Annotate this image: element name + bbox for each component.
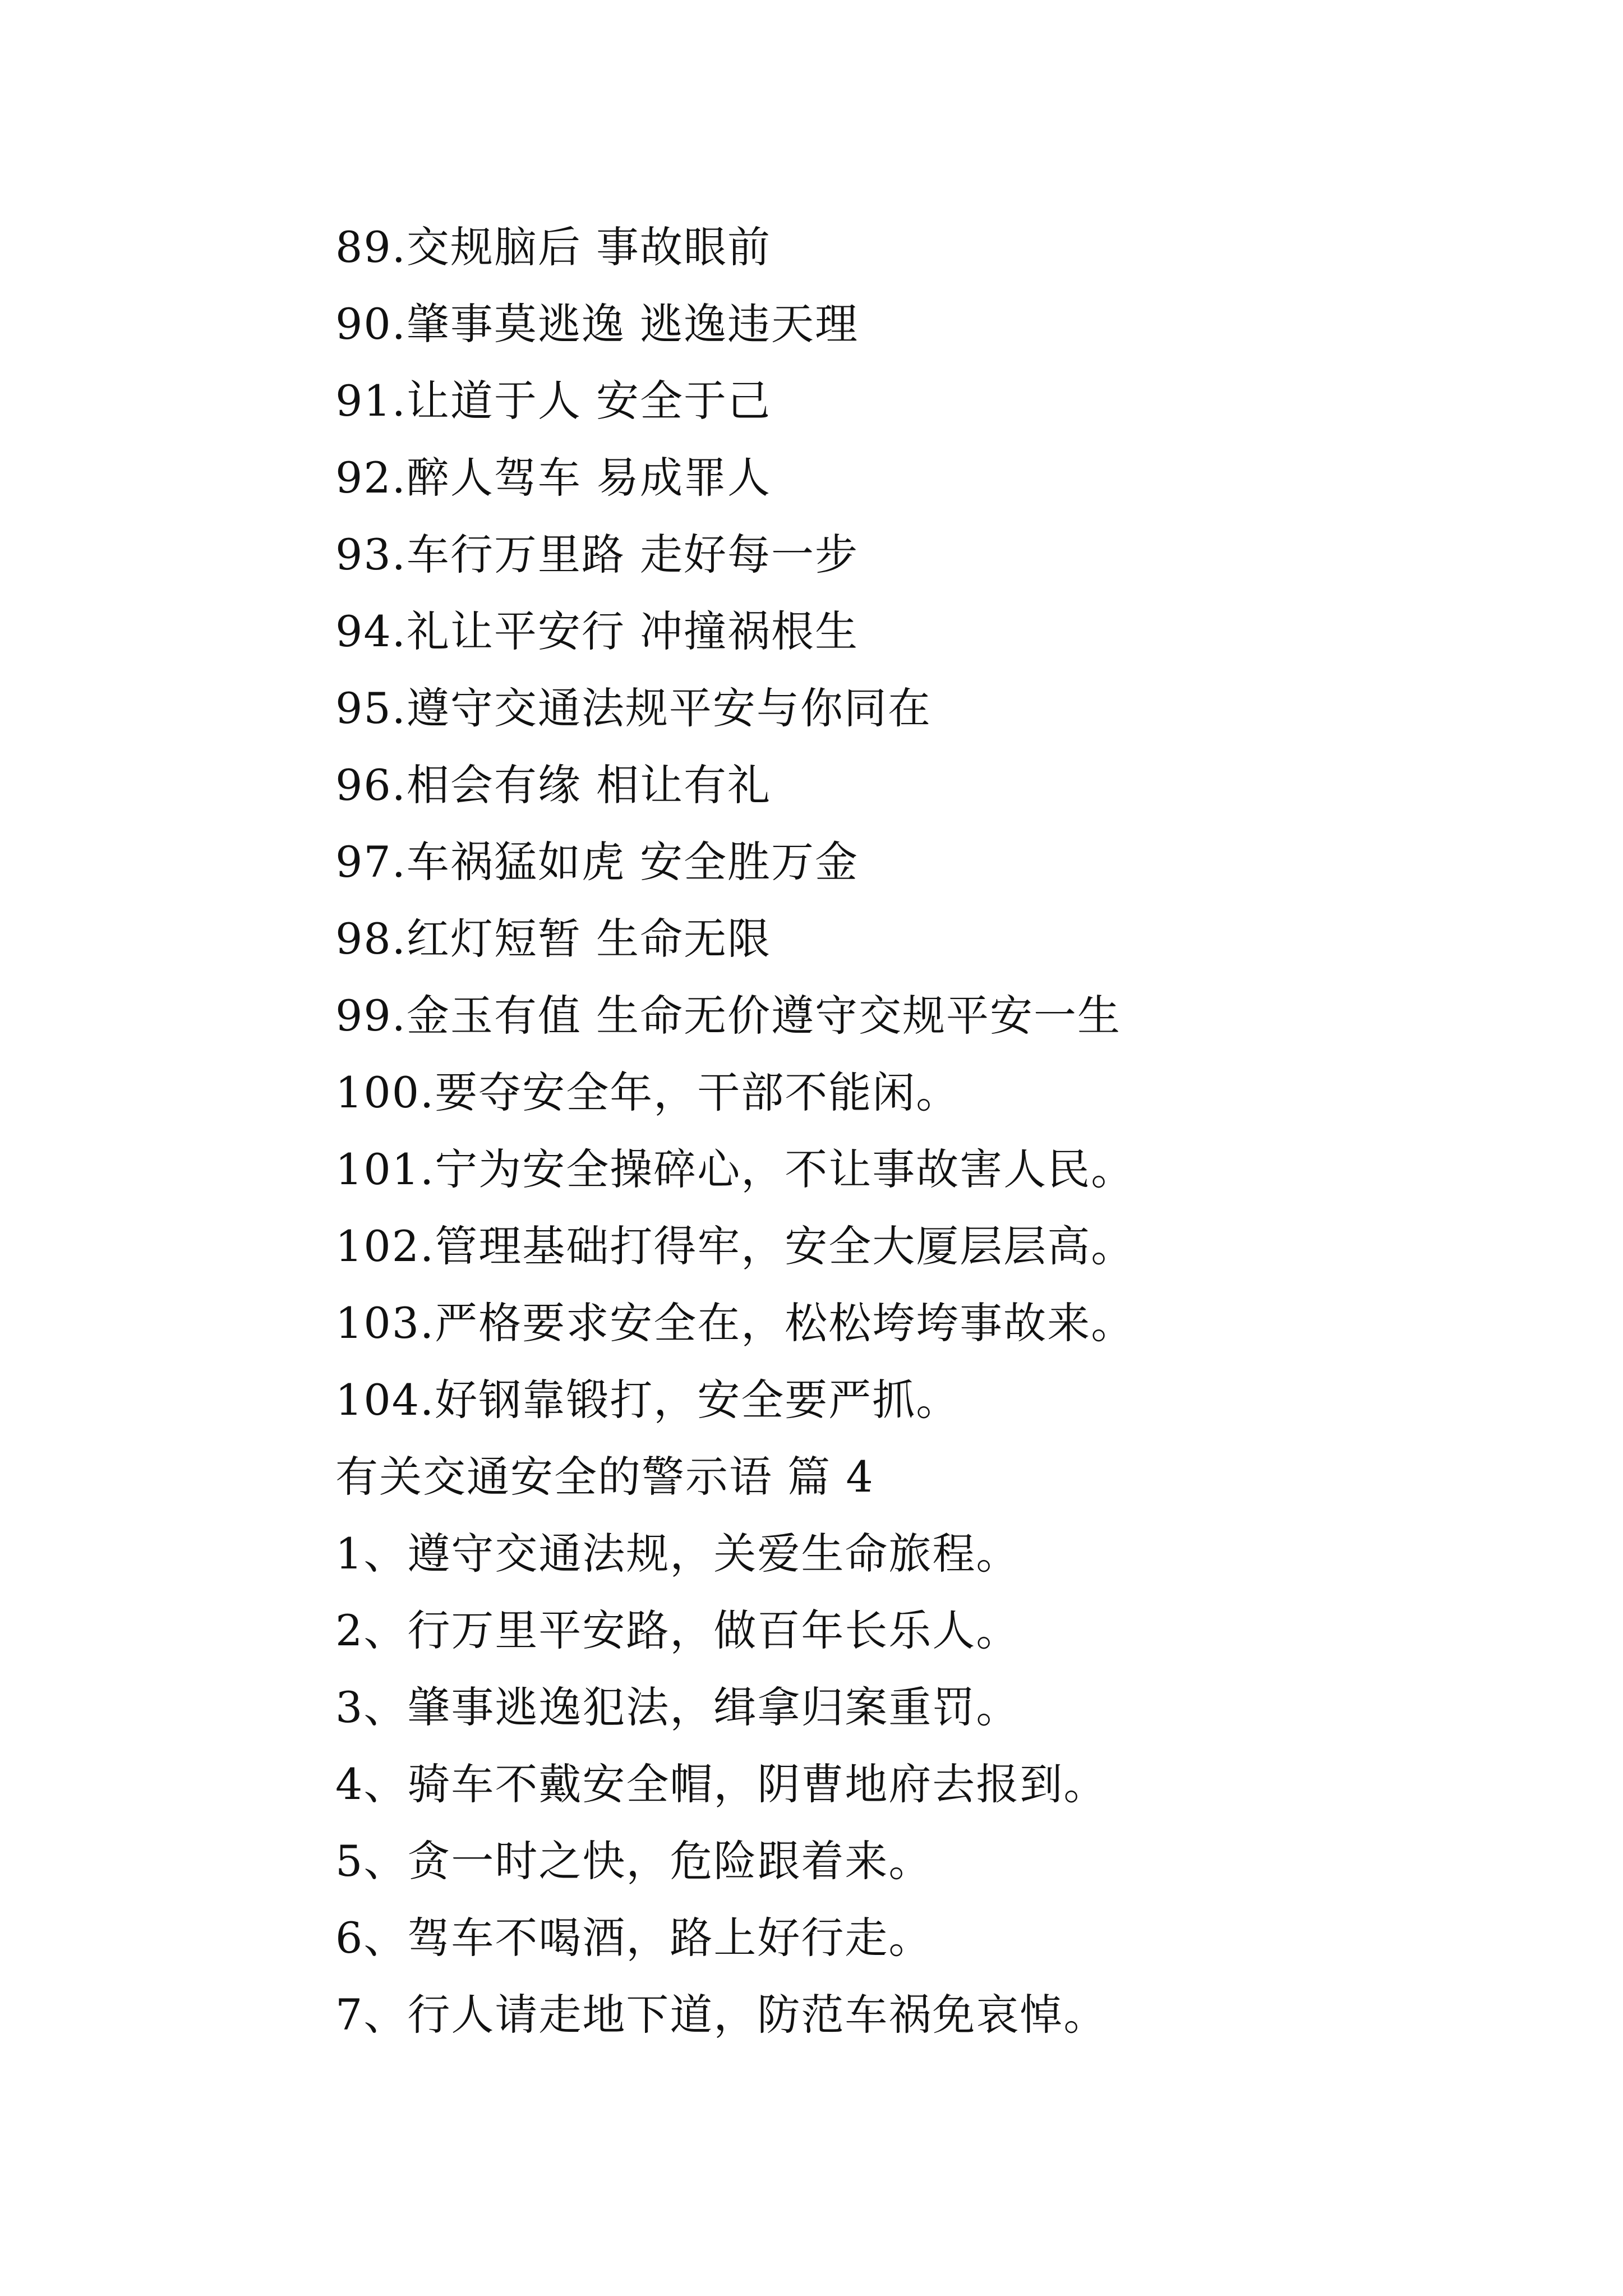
line-97: 97.车祸猛如虎 安全胜万金 — [335, 837, 859, 887]
line-103: 103.严格要求安全在，松松垮垮事故来。 — [335, 1298, 1135, 1348]
list-item-5: 5、贪一时之快，危险跟着来。 — [335, 1836, 933, 1886]
text-lines — [335, 209, 1135, 2053]
line-104: 104.好钢靠锻打，安全要严抓。 — [335, 1375, 960, 1425]
line-101: 101.宁为安全操碎心，不让事故害人民。 — [335, 1144, 1135, 1194]
line-92: 92.醉人驾车 易成罪人 — [335, 453, 772, 503]
list-item-6: 6、驾车不喝酒，路上好行走。 — [335, 1913, 933, 1963]
list-item-7: 7、行人请走地下道，防范车祸免哀悼。 — [335, 1990, 1108, 2040]
line-95: 95.遵守交通法规平安与你同在 — [335, 683, 932, 733]
line-91: 91.让道于人 安全于己 — [335, 376, 772, 426]
line-89: 89.交规脑后 事故眼前 — [335, 222, 772, 272]
line-98: 98.红灯短暂 生命无限 — [335, 914, 772, 964]
line-94: 94.礼让平安行 冲撞祸根生 — [335, 606, 859, 656]
line-102: 102.管理基础打得牢，安全大厦层层高。 — [335, 1221, 1135, 1271]
list-item-3: 3、肇事逃逸犯法，缉拿归案重罚。 — [335, 1682, 1020, 1732]
list-item-4: 4、骑车不戴安全帽，阴曹地府去报到。 — [335, 1759, 1108, 1809]
line-100: 100.要夺安全年，干部不能闲。 — [335, 1068, 960, 1117]
line-96: 96.相会有缘 相让有礼 — [335, 760, 772, 810]
line-99: 99.金玉有值 生命无价遵守交规平安一生 — [335, 991, 1122, 1041]
list-item-1: 1、遵守交通法规，关爱生命旅程。 — [335, 1529, 1020, 1579]
line-90: 90.肇事莫逃逸 逃逸违天理 — [335, 299, 859, 349]
line-93: 93.车行万里路 走好每一步 — [335, 530, 859, 579]
section-heading: 有关交通安全的警示语 篇 4 — [335, 1452, 874, 1502]
list-item-2: 2、行万里平安路，做百年长乐人。 — [335, 1605, 1020, 1655]
